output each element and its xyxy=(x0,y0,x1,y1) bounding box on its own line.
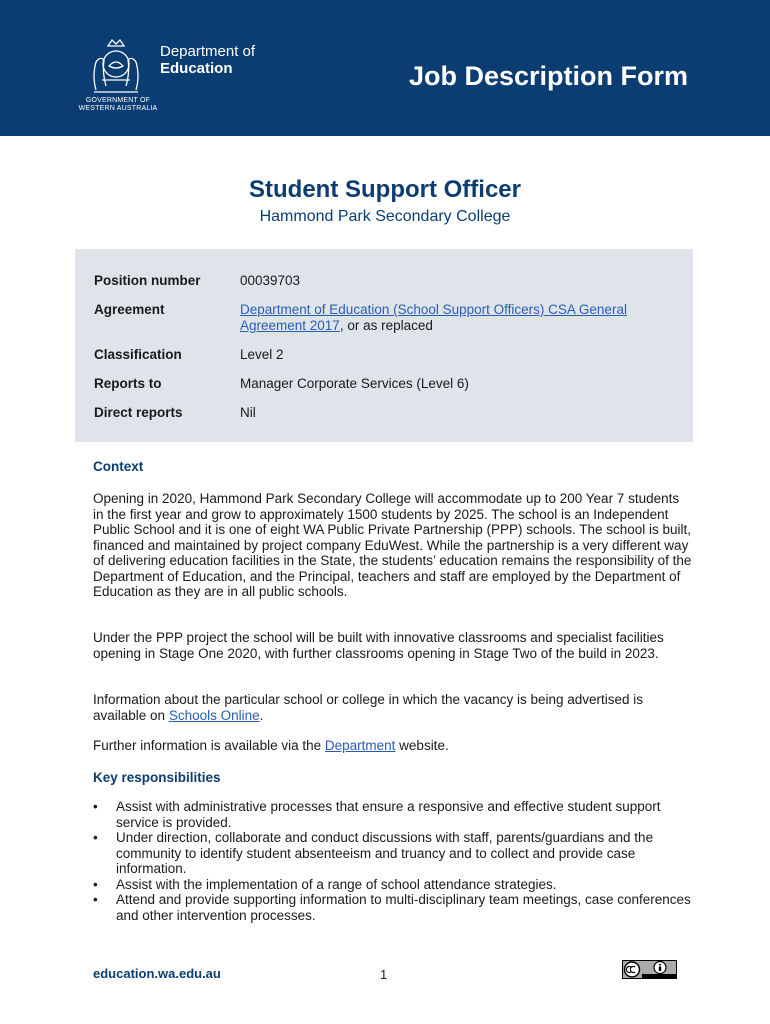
agreement-suffix: , or as replaced xyxy=(339,318,433,333)
list-item xyxy=(93,830,693,877)
agreement-label: Agreement xyxy=(94,302,165,317)
department-name-line1: Department of xyxy=(160,43,256,60)
key-responsibilities-heading: Key responsibilities xyxy=(93,770,221,785)
direct-reports-value: Nil xyxy=(240,405,256,420)
position-info-box xyxy=(75,249,693,442)
reports-to-label: Reports to xyxy=(94,376,162,391)
context-paragraph-4 xyxy=(93,738,693,754)
government-label xyxy=(70,97,166,113)
department-name xyxy=(160,43,255,77)
context-paragraph-3-end: . xyxy=(259,707,264,723)
job-title: Student Support Officer xyxy=(249,176,521,203)
footer-url: education.wa.edu.au xyxy=(93,966,221,981)
list-item-text: Assist with administrative processes that ensure a responsive and effective student support service is provided. xyxy=(116,799,661,830)
department-name-line2: Education xyxy=(160,60,233,77)
context-paragraph-4-text: Further information is available via the xyxy=(93,738,325,753)
context-heading: Context xyxy=(93,459,144,474)
list-item-text: Under direction, collaborate and conduct discussions with staff, parents/guardians and the community to identify student absenteeism and truancy and to collect and provide case information. xyxy=(116,830,654,876)
classification-label: Classification xyxy=(94,347,182,362)
position-number-value: 00039703 xyxy=(240,273,301,288)
schools-online-link[interactable]: Schools Online xyxy=(168,707,260,723)
government-label-line2: WESTERN AUSTRALIA xyxy=(78,105,158,112)
agreement-value xyxy=(240,302,670,334)
responsibilities-list xyxy=(93,799,693,923)
government-label-line1: GOVERNMENT OF xyxy=(85,97,151,104)
position-number-label: Position number xyxy=(94,273,201,288)
creative-commons-by-icon xyxy=(622,960,677,979)
context-paragraph-3-text: Information about the particular school or college in which the vacancy is being advertised is available on xyxy=(93,692,644,723)
context-paragraph-4-end: website. xyxy=(395,738,449,753)
direct-reports-label: Direct reports xyxy=(94,405,183,420)
list-item-text: Assist with the implementation of a range of school attendance strategies. xyxy=(116,876,557,892)
list-item xyxy=(93,877,693,893)
page-header xyxy=(0,0,770,136)
classification-value: Level 2 xyxy=(240,347,284,362)
bullet-icon: • xyxy=(93,830,98,845)
page-number: 1 xyxy=(380,967,388,982)
bullet-icon: • xyxy=(93,876,98,892)
form-title: Job Description Form xyxy=(408,61,688,91)
bullet-icon: • xyxy=(93,892,98,907)
list-item-text: Attend and provide supporting information to multi-disciplinary team meetings, case conferences and other intervention processes. xyxy=(116,892,691,923)
school-name: Hammond Park Secondary College xyxy=(259,208,511,225)
agreement-link[interactable]: Department of Education (School Support Officers) CSA General Agreement 2017 xyxy=(240,302,627,333)
context-paragraph-1: Opening in 2020, Hammond Park Secondary College will accommodate up to 200 Year 7 students in the first year and grow to approximately 1500 students by 2025. The school is an Independent Public School and it is one of eight WA Public Private Partnership (PPP) schools. The school is built, financed and maintained by project company EduWest. While the partnership is a very different way of delivering education facilities in the State, the students’ education remains the responsibility of the Department of Education, and the Principal, teachers and staff are employed by the Department of Education as they are in all public schools. xyxy=(93,491,692,599)
reports-to-value: Manager Corporate Services (Level 6) xyxy=(240,376,469,391)
context-paragraph-2: Under the PPP project the school will be built with innovative classrooms and specialist facilities opening in Stage One 2020, with further classrooms opening in Stage Two of the build in 2023. xyxy=(93,630,664,661)
wa-government-crest-icon xyxy=(76,36,156,98)
list-item xyxy=(93,799,693,830)
context-paragraph-3 xyxy=(93,692,693,723)
department-link[interactable]: Department xyxy=(324,738,396,753)
list-item xyxy=(93,892,693,923)
bullet-icon: • xyxy=(93,799,98,814)
